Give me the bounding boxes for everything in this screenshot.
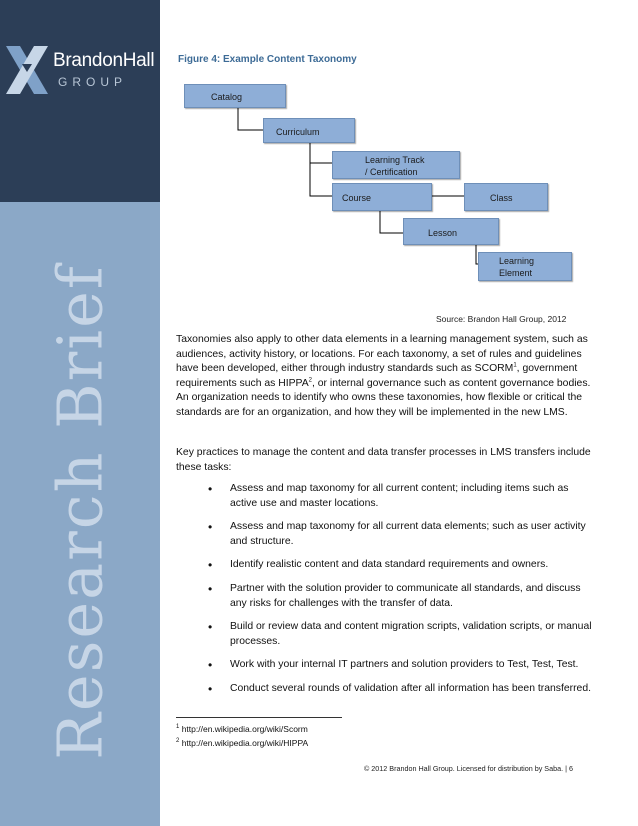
node-learning-element-line1: Learning bbox=[499, 256, 535, 266]
list-item: • Partner with the solution provider to communicate all standards, and discuss any risks for challenges with the transfer of data. bbox=[208, 582, 592, 611]
logo-x-icon bbox=[4, 40, 50, 100]
node-learning-element-line2: Element bbox=[499, 268, 533, 278]
footnote-1 bbox=[176, 724, 308, 734]
node-learning-track-line2: / Certification bbox=[365, 167, 418, 177]
sidebar bbox=[0, 0, 160, 826]
list-item: • Build or review data and content migration scripts, validation scripts, or manual processes. bbox=[208, 620, 592, 649]
paragraph-key-practices: Key practices to manage the content and data transfer processes in LMS transfers include these tasks: bbox=[176, 447, 591, 473]
logo-group-text: GROUP bbox=[58, 75, 128, 89]
node-class-label: Class bbox=[490, 193, 513, 203]
key-practices-list bbox=[208, 482, 592, 706]
paragraph-taxonomies-part1: Taxonomies also apply to other data elements in a learning management system, such as audiences, activity history, or locations. For each taxonomy, a set of rules and guidelines have been developed, either through industry standards such as SCORM bbox=[176, 334, 588, 375]
footnote-ref-1: 1 bbox=[513, 362, 517, 369]
research-brief-title: Research Brief bbox=[43, 264, 117, 760]
node-lesson bbox=[403, 218, 499, 245]
page-footer: © 2012 Brandon Hall Group. Licensed for distribution by Saba. | 6 bbox=[364, 764, 573, 773]
node-course-label: Course bbox=[342, 193, 372, 203]
footnote-1-link[interactable]: http://en.wikipedia.org/wiki/Scorm bbox=[179, 724, 308, 734]
list-item: • Assess and map taxonomy for all current content; including items such as active use and master locations. bbox=[208, 482, 592, 511]
node-course bbox=[332, 183, 432, 211]
paragraph-taxonomies bbox=[176, 333, 594, 421]
list-item: • Identify realistic content and data standard requirements and owners. bbox=[208, 558, 592, 573]
node-lesson-label: Lesson bbox=[428, 228, 458, 238]
list-item: • Conduct several rounds of validation after all information has been transferred. bbox=[208, 682, 592, 697]
node-curriculum-label: Curriculum bbox=[276, 127, 320, 137]
sidebar-header bbox=[0, 0, 160, 202]
paragraph-taxonomies-part2: , government requirements such as HIPPA bbox=[176, 363, 578, 389]
figure-source: Source: Brandon Hall Group, 2012 bbox=[436, 314, 567, 324]
node-learning-element bbox=[478, 252, 572, 281]
node-catalog bbox=[184, 84, 286, 108]
node-curriculum bbox=[263, 118, 355, 143]
node-learning-track-line1: Learning Track bbox=[365, 155, 425, 165]
list-item: • Assess and map taxonomy for all current data elements; such as user activity and structure. bbox=[208, 520, 592, 549]
footnote-divider bbox=[176, 717, 342, 718]
footnote-ref-2: 2 bbox=[308, 377, 312, 384]
figure-title: Figure 4: Example Content Taxonomy bbox=[178, 54, 357, 65]
node-learning-track bbox=[332, 151, 460, 179]
footnote-2-mark: 2 bbox=[176, 738, 180, 745]
footnote-1-mark: 1 bbox=[176, 724, 180, 731]
node-catalog-label: Catalog bbox=[211, 92, 243, 102]
paragraph-taxonomies-part3: , or internal governance such as content governance bodies. An organization needs to identify who owns these taxonomies, how flexible or critical the standards are for an organization, and how they will be implemented in the new LMS. bbox=[176, 377, 591, 418]
node-class bbox=[464, 183, 548, 211]
list-item: • Work with your internal IT partners and solution providers to Test, Test, Test. bbox=[208, 658, 592, 673]
brand-logo bbox=[4, 40, 160, 100]
footnote-2 bbox=[176, 738, 308, 748]
footnote-2-link[interactable]: http://en.wikipedia.org/wiki/HIPPA bbox=[179, 738, 309, 748]
logo-wordmark: BrandonHall bbox=[53, 50, 155, 71]
